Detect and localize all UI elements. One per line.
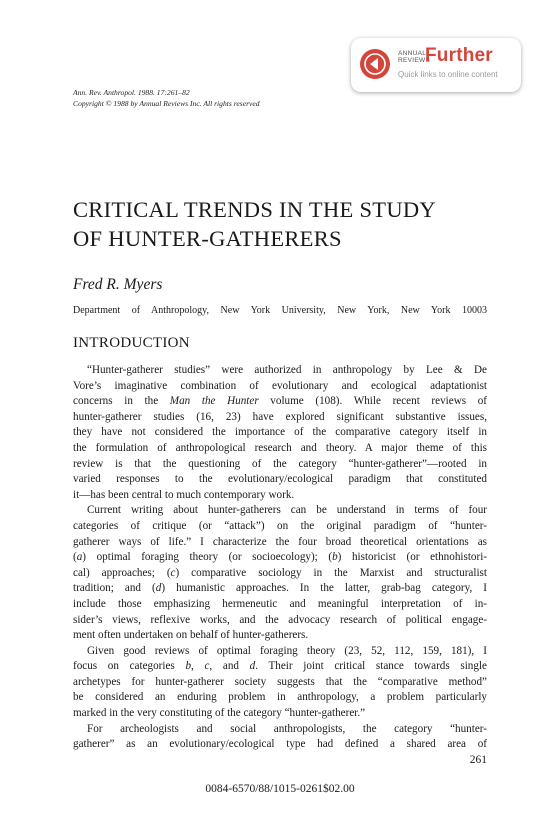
text-run: , and bbox=[209, 660, 250, 673]
italic-term: c bbox=[204, 660, 210, 673]
text-line bbox=[73, 566, 487, 582]
text-run: concerns in the bbox=[73, 395, 170, 408]
text-line: archetypes for hunter-gatherer society suggests that the “comparative method” bbox=[73, 675, 487, 688]
text-line: Current writing about hunter-gatherers can be understand in terms of four bbox=[87, 504, 487, 517]
section-heading: INTRODUCTION bbox=[73, 335, 190, 351]
text-line: Vore’s imaginative combination of evolutionary and ecological adaptationist bbox=[73, 379, 487, 392]
text-line: gatherer ways of life.” I characterize the four broad theoretical orientations as bbox=[73, 535, 487, 548]
paragraph-3 bbox=[73, 644, 487, 722]
text-line: “Hunter-gatherer studies” were authorized in anthropology by Lee & De bbox=[87, 364, 487, 376]
banner-tagline: Quick links to online content bbox=[398, 70, 498, 79]
body-text bbox=[73, 363, 487, 753]
text-line: they have not considered the importance of the comparative category itself in bbox=[73, 426, 487, 439]
text-run: ( bbox=[73, 551, 77, 564]
footer-price-code: 0084-6570/88/1015-0261$02.00 bbox=[205, 783, 355, 795]
text-line: marked in the very constituting of the category “hunter-gatherer.” bbox=[73, 707, 366, 720]
italic-term: a bbox=[76, 551, 83, 564]
italic-term: b bbox=[332, 551, 338, 564]
text-line: gatherer” as an evolutionary/ecological type had defined a shared area of bbox=[73, 738, 487, 751]
text-line: categories of critique (or “attack”) on the original paradigm of “hunter- bbox=[73, 519, 487, 532]
text-run: volume (108). While recent reviews of bbox=[258, 395, 487, 408]
citation-line-1: Ann. Rev. Anthropol. 1988. 17:261–82 bbox=[73, 88, 190, 97]
text-run: tradition; and ( bbox=[73, 582, 156, 595]
text-run: ) comparative sociology in the Marxist and structuralist bbox=[175, 566, 487, 579]
text-line: sider’s views, reflexive works, and the advocacy research of political engage- bbox=[73, 613, 487, 626]
paragraph-1 bbox=[73, 363, 487, 503]
italic-term: d bbox=[249, 660, 256, 673]
text-run: , bbox=[191, 660, 205, 673]
title-line-2: OF HUNTER-GATHERERS bbox=[73, 226, 342, 251]
text-run: . Their joint critical stance towards single bbox=[255, 660, 487, 673]
article-title bbox=[73, 195, 493, 253]
paragraph-2 bbox=[73, 503, 487, 643]
text-line: hunter-gatherer studies (16, 23) have explored significant substantive issues, bbox=[73, 410, 487, 423]
italic-term: Man the Hunter bbox=[169, 395, 259, 408]
text-line: it—has been central to much contemporary work. bbox=[73, 488, 295, 501]
text-run: ) historicist (or ethnohistori- bbox=[337, 551, 487, 564]
author-name: Fred R. Myers bbox=[73, 276, 163, 293]
text-run: ) optimal foraging theory (or socioecology); ( bbox=[82, 551, 333, 564]
text-run: cal) approaches; ( bbox=[73, 566, 171, 579]
italic-term: d bbox=[155, 582, 162, 595]
author-affiliation: Department of Anthropology, New York University, New York, New York 10003 bbox=[73, 305, 487, 316]
italic-term: c bbox=[170, 566, 176, 579]
text-line: For archeologists and social anthropologists, the category “hunter- bbox=[87, 722, 487, 735]
banner-brand-line1: ANNUAL bbox=[398, 50, 427, 57]
text-line bbox=[73, 659, 487, 675]
text-line bbox=[73, 581, 487, 597]
citation-line-2: Copyright © 1988 by Annual Reviews Inc. All rights reserved bbox=[73, 99, 260, 108]
text-line: the formulation of anthropological research and theory. A major theme of this bbox=[73, 441, 487, 454]
text-run: ) humanistic approaches. In the latter, grab-bag category, I bbox=[161, 582, 487, 595]
italic-term: b bbox=[185, 660, 192, 673]
banner-brand-line2: REVIEWS bbox=[398, 57, 431, 65]
title-line-1: CRITICAL TRENDS IN THE STUDY bbox=[73, 197, 436, 222]
text-line: Given good reviews of optimal foraging theory (23, 52, 112, 159, 181), I bbox=[87, 644, 487, 657]
journal-citation bbox=[73, 87, 260, 109]
back-arrow-icon[interactable] bbox=[360, 49, 390, 79]
text-line: be considered an enduring problem in anthropology, a problem particularly bbox=[73, 691, 487, 704]
paragraph-4 bbox=[73, 722, 487, 753]
page-number: 261 bbox=[469, 754, 487, 766]
text-line: ment often undertaken on behalf of hunter-gatherers. bbox=[73, 629, 309, 642]
banner-further-word: Further bbox=[425, 45, 493, 66]
text-run: focus on categories bbox=[73, 660, 186, 673]
text-line bbox=[73, 394, 487, 410]
text-line: varied responses to the evolutionary/ecological paradigm that constituted bbox=[73, 473, 487, 486]
annual-reviews-further-banner[interactable] bbox=[351, 38, 521, 92]
text-line: include those emphasizing hermeneutic and meaningful interpretation of in- bbox=[73, 597, 487, 610]
text-line: review is that the questioning of the category “hunter-gatherer”—rooted in bbox=[73, 457, 487, 470]
text-line bbox=[73, 550, 487, 566]
